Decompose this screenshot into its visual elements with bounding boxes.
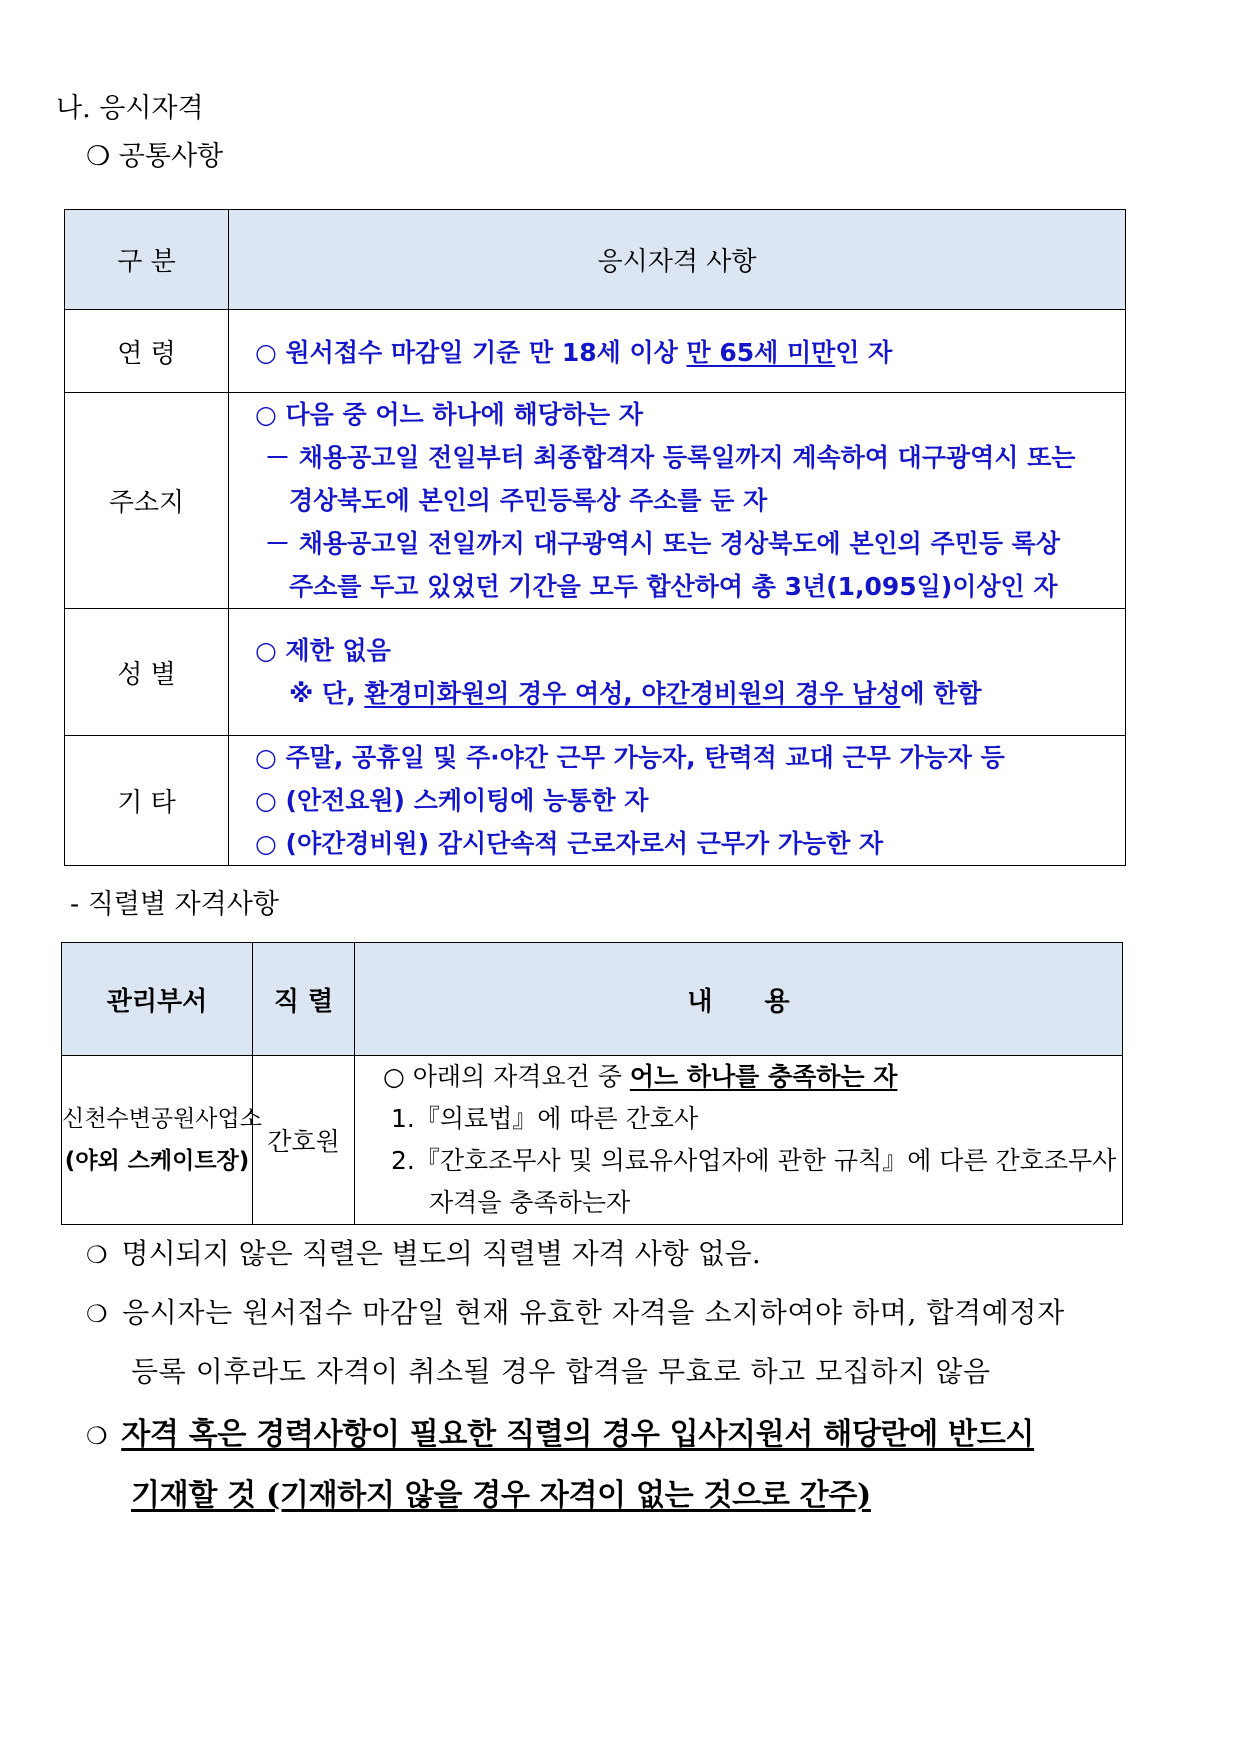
content-line: ○ 아래의 자격요건 중 어느 하나를 충족하는 자 — [383, 1062, 898, 1091]
table1-row-gender — [65, 609, 1126, 736]
common-requirements-table — [64, 209, 1126, 866]
dept-subname: (야외 스케이트장) — [64, 1148, 250, 1174]
bullet-icon: ❍ — [86, 1422, 108, 1450]
position-name: 간호원 — [253, 1056, 355, 1225]
table1-row-other — [65, 736, 1126, 866]
table1-header-row — [65, 210, 1126, 310]
address-line: － 채용공고일 전일까지 대구광역시 또는 경상북도에 본인의 주민등 록상 — [265, 529, 1060, 558]
other-line: ○ 주말, 공휴일 및 주·야간 근무 가능자, 탄력적 교대 근무 가능자 등 — [255, 743, 1005, 772]
gender-note: ※ 단, 환경미화원의 경우 여성, 야간경비원의 경우 남성에 한함 — [289, 679, 982, 708]
note-2: ❍ 응시자는 원서접수 마감일 현재 유효한 자격을 소지하여야 하며, 합격예정자 — [86, 1296, 1065, 1329]
table1-header-category: 구 분 — [65, 210, 229, 310]
table2-header-row — [62, 943, 1123, 1056]
other-line: ○ (안전요원) 스케이팅에 능통한 자 — [255, 786, 649, 815]
note-3-cont: 기재할 것 (기재하지 않을 경우 자격이 없는 것으로 간주) — [131, 1478, 871, 1513]
content-line: 2.『간호조무사 및 의료유사업자에 관한 규칙』에 다른 간호조무사 — [391, 1146, 1117, 1175]
address-line: ○ 다음 중 어느 하나에 해당하는 자 — [255, 400, 643, 429]
bullet-icon: ❍ — [86, 1241, 108, 1269]
content-line: 자격을 충족하는자 — [429, 1188, 631, 1217]
note-2-cont: 등록 이후라도 자격이 취소될 경우 합격을 무효로 하고 모집하지 않음 — [131, 1355, 991, 1388]
gender-line: ○ 제한 없음 — [255, 636, 391, 665]
age-requirement: ○ 원서접수 마감일 기준 만 18세 이상 만 65세 미만인 자 — [255, 338, 893, 367]
address-label: 주소지 — [65, 393, 229, 609]
bullet-icon: ❍ — [86, 1300, 109, 1328]
table1-row-age — [65, 310, 1126, 393]
content-line: 1.『의료법』에 따른 간호사 — [391, 1104, 699, 1133]
table2-header-content: 내 용 — [355, 943, 1123, 1056]
dept-name: 신천수변공원사업소 — [62, 1106, 262, 1132]
gender-label: 성 별 — [65, 609, 229, 736]
table2-header-dept: 관리부서 — [62, 943, 253, 1056]
address-line: 경상북도에 본인의 주민등록상 주소를 둔 자 — [289, 486, 768, 515]
table1-header-requirements: 응시자격 사항 — [229, 210, 1126, 310]
section-title: 나. 응시자격 — [56, 93, 204, 124]
note-1: ❍ 명시되지 않은 직렬은 별도의 직렬별 자격 사항 없음. — [86, 1237, 761, 1270]
other-line: ○ (야간경비원) 감시단속적 근로자로서 근무가 가능한 자 — [255, 829, 884, 858]
table2-header-position: 직 렬 — [253, 943, 355, 1056]
table1-row-address — [65, 393, 1126, 609]
address-line: － 채용공고일 전일부터 최종합격자 등록일까지 계속하여 대구광역시 또는 — [265, 443, 1076, 472]
table2-row — [62, 1056, 1123, 1225]
common-heading: ❍ 공통사항 — [86, 141, 224, 172]
note-3: ❍ 자격 혹은 경력사항이 필요한 직렬의 경우 입사지원서 해당란에 반드시 — [86, 1417, 1035, 1452]
address-line: 주소를 두고 있었던 기간을 모두 합산하여 총 3년(1,095일)이상인 자 — [289, 572, 1058, 601]
age-label: 연 령 — [65, 310, 229, 393]
job-requirements-table — [61, 942, 1123, 1225]
other-label: 기 타 — [65, 736, 229, 866]
job-heading: - 직렬별 자격사항 — [70, 889, 279, 920]
